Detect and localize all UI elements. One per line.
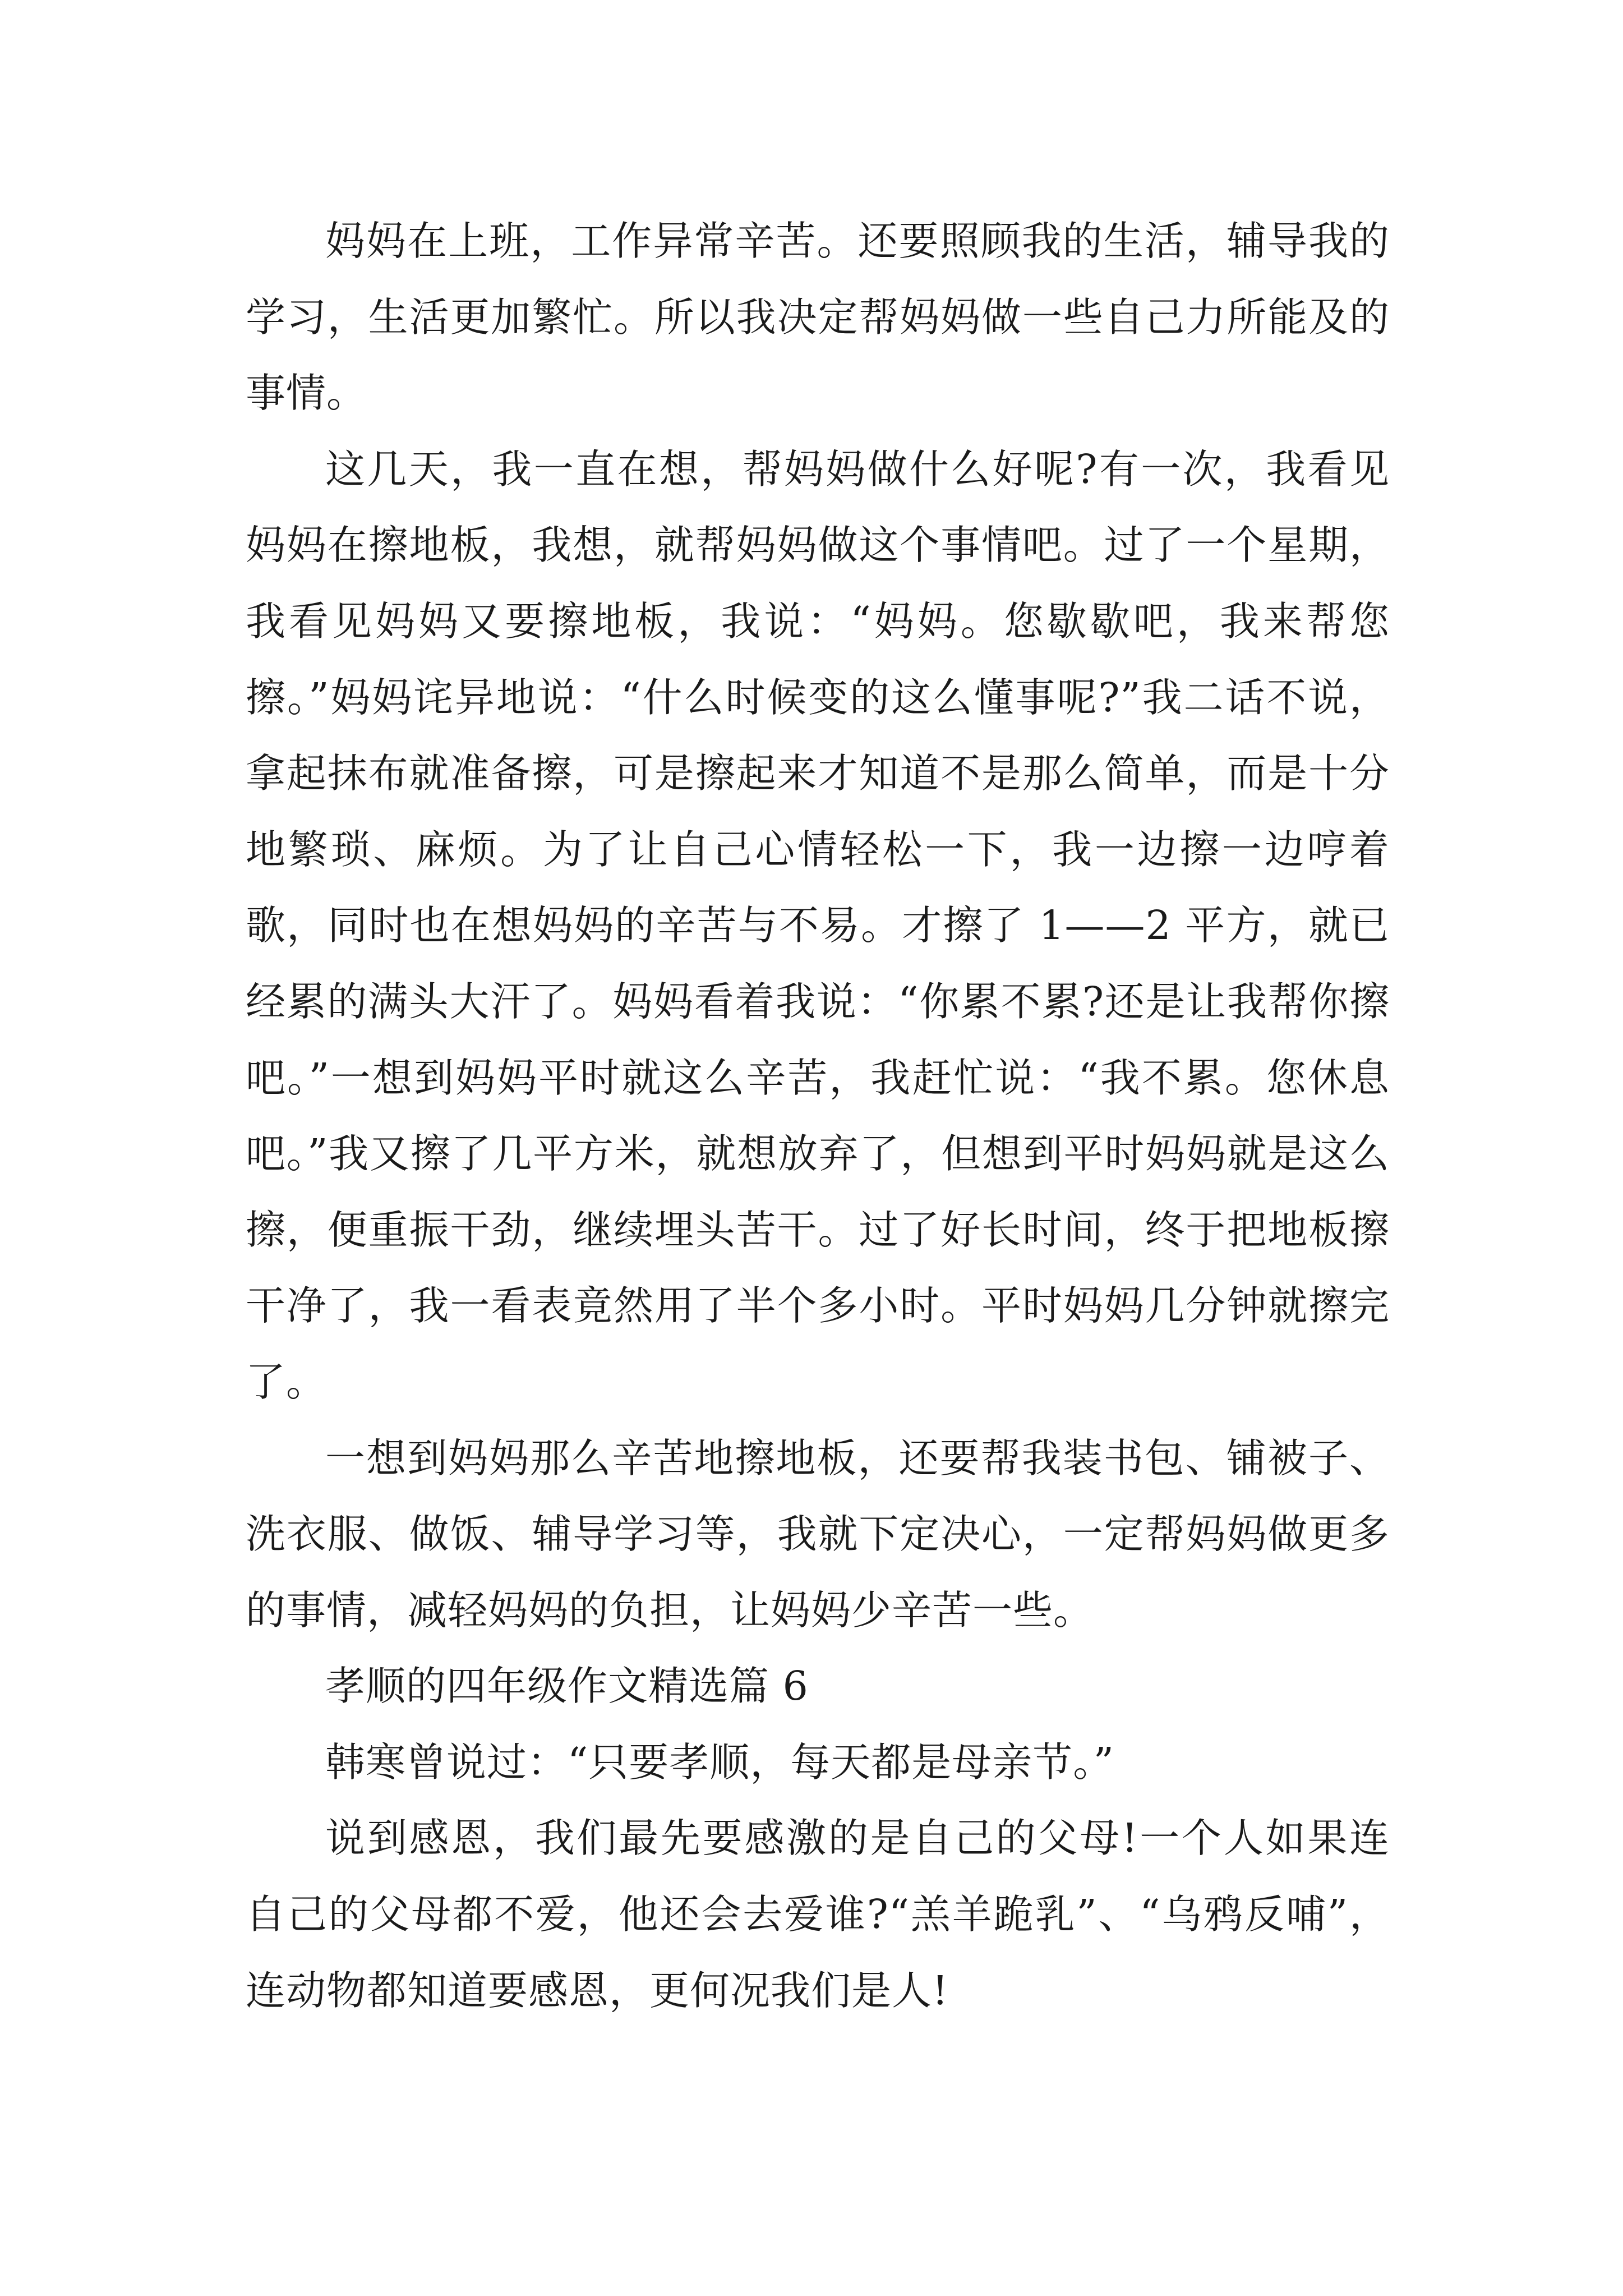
paragraph-2: 这几天，我一直在想，帮妈妈做什么好呢?有一次，我看见妈妈在擦地板，我想，就帮妈妈做这个事情吧。过了一个星期，我看见妈妈又要擦地板，我说：“妈妈。您歇歇吧，我来帮您擦。”妈妈诧异地说：“什么时候变的这么懂事呢?”我二话不说，拿起抹布就准备擦，可是擦起来才知道不是那么简单，而是十分地繁琐、麻烦。为了让自己心情轻松一下，我一边擦一边哼着歌，同时也在想妈妈的辛苦与不易。才擦了 1——2 平方，就已经累的满头大汗了。妈妈看着我说：“你累不累?还是让我帮你擦吧。”一想到妈妈平时就这么辛苦，我赶忙说：“我不累。您休息吧。”我又擦了几平方米，就想放弃了，但想到平时妈妈就是这么擦，便重振干劲，继续埋头苦干。过了好长时间，终于把地板擦干净了，我一看表竟然用了半个多小时。平时妈妈几分钟就擦完了。 xyxy=(246,445,1390,1405)
paragraph-3: 一想到妈妈那么辛苦地擦地板，还要帮我装书包、铺被子、洗衣服、做饭、辅导学习等，我就下定决心，一定帮妈妈做更多的事情，减轻妈妈的负担，让妈妈少辛苦一些。 xyxy=(246,1434,1390,1634)
closing-paragraph: 说到感恩，我们最先要感激的是自己的父母!一个人如果连自己的父母都不爱，他还会去爱谁?“羔羊跪乳”、“乌鸦反哺”，连动物都知道要感恩，更何况我们是人! xyxy=(246,1815,1390,2014)
document-page xyxy=(246,203,1390,2028)
paragraph-1: 妈妈在上班，工作异常辛苦。还要照顾我的生活，辅导我的学习，生活更加繁忙。所以我决定帮妈妈做一些自己力所能及的事情。 xyxy=(246,218,1390,417)
quote-paragraph: 韩寒曾说过：“只要孝顺，每天都是母亲节。” xyxy=(325,1738,1115,1786)
section-heading: 孝顺的四年级作文精选篇 6 xyxy=(325,1663,809,1710)
